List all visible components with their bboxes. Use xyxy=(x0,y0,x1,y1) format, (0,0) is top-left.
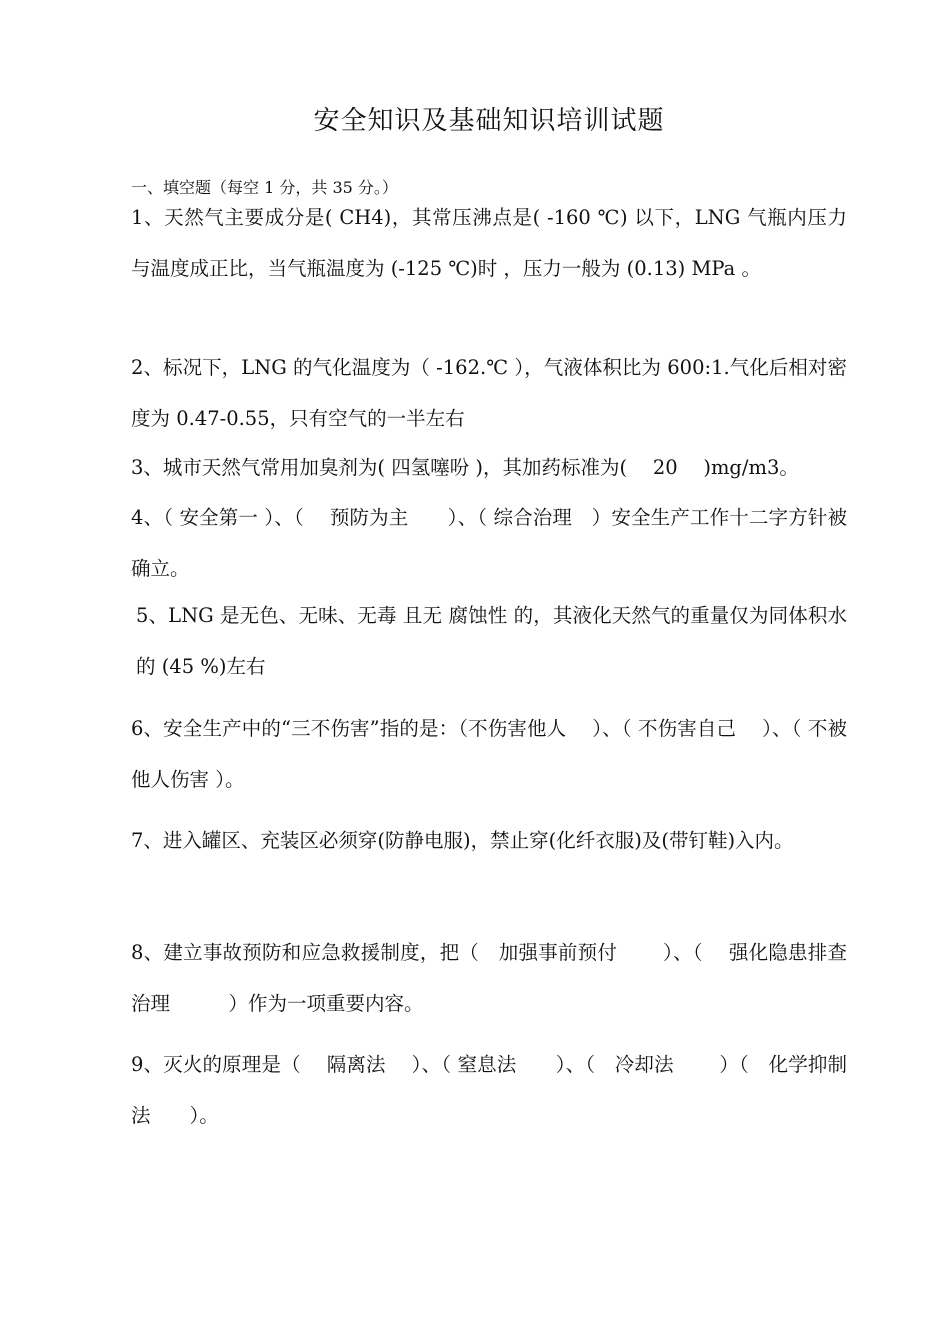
page-title: 安全知识及基础知识培训试题 xyxy=(313,106,665,136)
question-7: 7、进入罐区、充装区必须穿(防静电服)，禁止穿(化纤衣服)及(带钉鞋)入内。 xyxy=(131,829,794,852)
question-5: 5、LNG 是无色、无味、无毒 且无 腐蚀性 的，其液化天然气的重量仅为同体积水的 (45 %)左右 xyxy=(136,604,847,678)
question-1: 1、天然气主要成分是( CH4)，其常压沸点是( -160 ℃) 以下，LNG 气瓶内压力与温度成正比，当气瓶温度为 (-125 ℃)时 ，压力一般为 (0.13) MPa 。 xyxy=(131,206,847,280)
question-3: 3、城市天然气常用加臭剂为( 四氢噻吩 )，其加药标准为( 20 )mg/m3。 xyxy=(131,456,799,479)
question-2: 2、标况下，LNG 的气化温度为（ -162.℃ ），气液体积比为 600:1.气化后相对密度为 0.47-0.55，只有空气的一半左右 xyxy=(131,356,847,430)
question-9: 9、灭火的原理是（ 隔离法 ）、（ 窒息法 ）、（ 冷却法 ）（ 化学抑制法 ）。 xyxy=(131,1053,847,1127)
section-heading: 一、填空题（每空 1 分，共 35 分。） xyxy=(131,178,398,197)
question-8: 8、建立事故预防和应急救援制度，把（ 加强事前预付 ）、（ 强化隐患排查治理 ）作为一项重要内容。 xyxy=(131,941,847,1015)
question-4: 4、（ 安全第一 ）、（ 预防为主 ）、（ 综合治理 ）安全生产工作十二字方针被确立。 xyxy=(131,506,847,580)
question-6: 6、安全生产中的“三不伤害”指的是：（不伤害他人 ）、（ 不伤害自己 ）、（ 不被他人伤害 ）。 xyxy=(131,717,847,791)
